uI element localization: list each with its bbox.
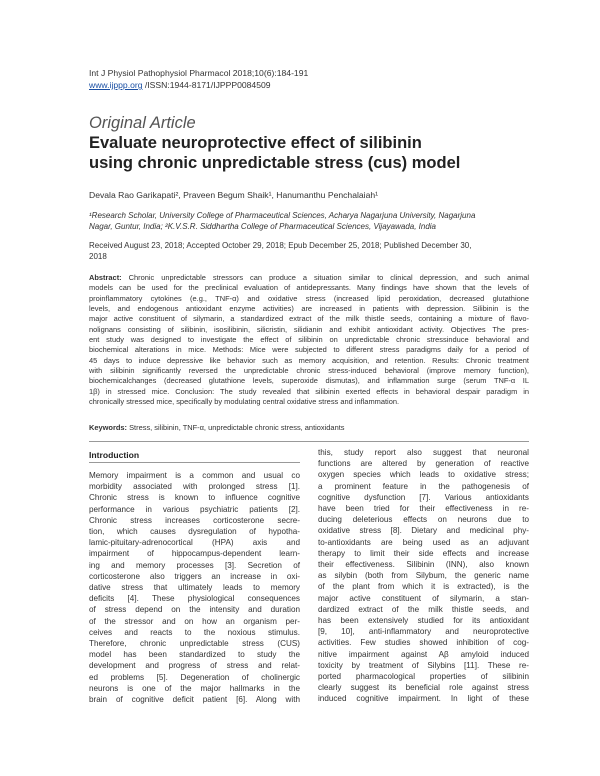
body-line: nitive impairment against Aβ amyloid induced <box>318 649 529 659</box>
body-line: ducing deleterious effects on neurons due to <box>318 515 529 525</box>
body-line: performance in various psychiatric patients [2]. <box>89 504 300 514</box>
title-line: Evaluate neuroprotective effect of silibinin <box>89 134 422 152</box>
body-column-left <box>89 470 300 705</box>
body-line: Therefore, chronic unpredictable stress (CUS) <box>89 639 300 649</box>
article-type: Original Article <box>89 114 196 132</box>
body-line: lamic-pituitary-adrenocortical (HPA) axis and <box>89 538 300 548</box>
abstract-line: major active constituent of silymarin, a standardized extract of the milk thistle seeds, containing a mixture of flavo- <box>89 314 529 324</box>
body-line: dardized extract of the milk thistle seeds, and <box>318 604 529 614</box>
body-line: model has been standardized to study the <box>89 650 300 660</box>
introduction-heading: Introduction <box>89 450 140 460</box>
journal-url-line <box>89 79 308 91</box>
body-line: neurons is one of the major hallmarks in the <box>89 683 300 693</box>
body-line: oxygen species which leads to oxidative stress; <box>318 470 529 480</box>
abstract-line <box>89 273 529 283</box>
affiliations <box>89 210 529 233</box>
body-line: development and progress of stress and relat- <box>89 661 300 671</box>
dates-line: 2018 <box>89 252 107 262</box>
abstract-line: 1β) in stressed mice. Conclusion: The study revealed that silibinin exerted effects in behavioral despair paradigm in <box>89 386 529 396</box>
heading-underline <box>89 462 300 463</box>
keywords-label: Keywords: <box>89 423 128 432</box>
body-line: impairment of hippocampus-dependent learn- <box>89 549 300 559</box>
body-line: [9, 10], anti-inflammatory and neuroprotective <box>318 627 529 637</box>
body-line: dative stress that ultimately leads to memory <box>89 583 300 593</box>
body-line: ceives and reacts to the noxious stimulus. <box>89 627 300 637</box>
abstract <box>89 273 529 407</box>
body-line: corticosterone also triggers an increase in oxi- <box>89 571 300 581</box>
body-line: ported pharmacological properties of silibinin <box>318 672 529 682</box>
keywords <box>89 423 345 432</box>
body-line: this, study report also suggest that neuronal <box>318 448 529 457</box>
author-list: Devala Rao Garikapati², Praveen Begum Shaik¹, Hanumanthu Penchalaiah¹ <box>89 190 379 200</box>
dates-line: Received August 23, 2018; Accepted October 29, 2018; Epub December 25, 2018; Published December 30, <box>89 241 472 250</box>
body-line: major active constituent of silymarin, a stan- <box>318 593 529 603</box>
body-line: a prominent feature in the pathogenesis of <box>318 481 529 491</box>
journal-header <box>89 67 308 91</box>
abstract-line: levels, and endogenous antioxidant enzyme activities) are increased in patients with depression. Silibinin is the <box>89 304 529 314</box>
abstract-line: biochemicalchanges (decreased glutathione levels, superoxide dismutas), and inflammation surge (serum TNF-α IL <box>89 376 529 386</box>
body-line: as silybin (both from Silybum, the generic name <box>318 571 529 581</box>
body-line: induced cognitive impairment. In light of these <box>318 694 529 704</box>
abstract-line: 45 days to induce depressive like behavior such as memory acquisition, and retention. Results: Chronic treatment <box>89 355 529 365</box>
body-line: functions are altered by generation of reactive <box>318 459 529 469</box>
publication-dates <box>89 240 529 263</box>
body-line: toxicity by treatment of Silybins [11]. These re- <box>318 660 529 670</box>
body-line: of the plant from which it is extracted), is the <box>318 582 529 592</box>
abstract-line: proinflammatory cytokines (e.g., TNF-α) and oxidative stress (increased lipid peroxidation, decreased glutathione <box>89 293 529 303</box>
body-line: ing and memory processes [3]. Secretion of <box>89 560 300 570</box>
body-line: clearly suggest its beneficial role against stress <box>318 683 529 693</box>
body-line: Chronic stress is known to influence cognitive <box>89 493 300 503</box>
journal-issn: /ISSN:1944-8171/IJPPP0084509 <box>142 80 271 90</box>
body-line: Chronic stress increases corticosterone secre- <box>89 515 300 525</box>
title-line: using chronic unpredictable stress (cus) model <box>89 154 461 172</box>
body-line: has been extensively studied for its antioxidant <box>318 616 529 626</box>
affiliation-line: Nagar, Guntur, India; ²K.V.S.R. Siddhartha College of Pharmaceutical Sciences, Vijayawada, India <box>89 222 437 232</box>
abstract-line: chronically stressed mice, specifically by modulating central oxidative stress and inflammation. <box>89 397 400 407</box>
affiliation-line: ¹Research Scholar, University College of Pharmaceutical Sciences, Acharya Nagarjuna University, Nagarjuna <box>89 211 476 220</box>
journal-url-link[interactable]: www.ijppp.org <box>89 80 143 90</box>
body-line: of stress depend on the intensity and duration <box>89 605 300 615</box>
abstract-line: with silibinin significantly reversed the unpredictable chronic stress-induced behavioral (improve memory function), <box>89 366 529 376</box>
abstract-line: models can be used for the preclinical evaluation of antidepressants. Many findings have shown that the levels of <box>89 283 529 293</box>
body-line: therapy to limit their side effects and increase <box>318 548 529 558</box>
body-column-right <box>318 447 529 705</box>
body-line: cognitive dysfunction [7]. Various antioxidants <box>318 492 529 502</box>
keywords-text: Stress, silibinin, TNF-α, unpredictable chronic stress, antioxidants <box>127 423 345 432</box>
abstract-line: ent study was designed to investigate the effect of silibinin on unpredictable chronic stressinduce behavioral and <box>89 335 529 345</box>
body-line: brain of cognitive deficit patient [6]. Along with <box>89 695 300 705</box>
section-divider <box>89 441 529 442</box>
journal-citation: Int J Physiol Pathophysiol Pharmacol 2018;10(6):184-191 <box>89 68 309 78</box>
body-line: tion, which causes dysregulation of hypotha- <box>89 527 300 537</box>
abstract-line: nolignans consisting of silibinin, isosilibinin, silicristin, silidianin and exhibit antioxidant activity. Objectives The pres- <box>89 324 529 334</box>
body-line: to-antioxidants are being used as an adjuvant <box>318 537 529 547</box>
body-line: ed problems [5]. Degeneration of cholinergic <box>89 672 300 682</box>
body-line: Memory impairment is a common and usual co <box>89 471 300 480</box>
body-line: have been tried for their effectiveness in re- <box>318 504 529 514</box>
article-title <box>89 133 529 173</box>
body-line: activities. Few studies showed inhibition of cog- <box>318 638 529 648</box>
abstract-text: Chronic unpredictable stressors can produce a situation similar to clinical depression, and such animal <box>121 273 529 282</box>
body-line: morbidity associated with prolonged stress [1]. <box>89 482 300 492</box>
body-line: of the stressor and on how an organism per- <box>89 616 300 626</box>
body-line: oxidative stress [8]. Dietary and medicinal phy- <box>318 526 529 536</box>
abstract-line: biochemical alterations in mice. Methods: Mice were subjected to different stress paradigms daily for a period of <box>89 345 529 355</box>
body-line: deficits [4]. These physiological consequences <box>89 594 300 604</box>
body-line: their effectiveness. Silibinin (INN), also known <box>318 560 529 570</box>
abstract-label: Abstract: <box>89 273 122 282</box>
